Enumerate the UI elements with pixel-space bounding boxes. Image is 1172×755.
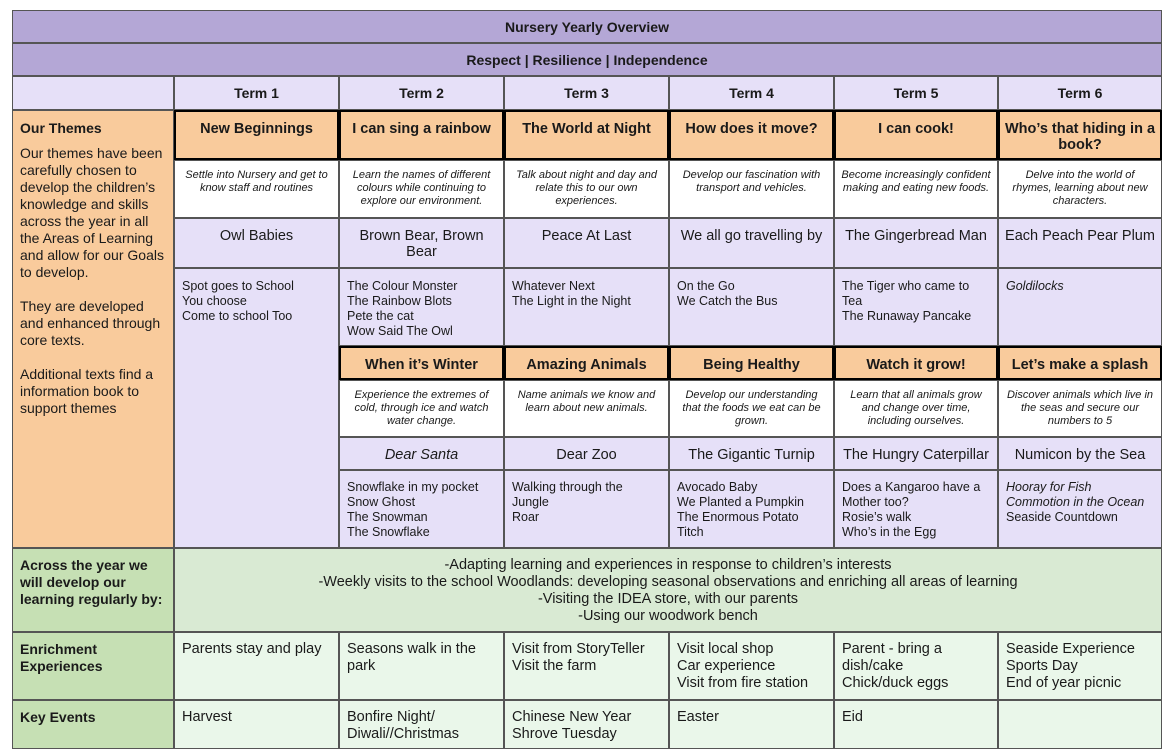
book-title: The Snowman xyxy=(347,510,428,524)
key-events-cell xyxy=(339,700,504,749)
theme-description: Learn the names of different colours while continuing to explore our environment. xyxy=(339,160,504,218)
book-title: You choose xyxy=(182,294,247,308)
book-title: Snow Ghost xyxy=(347,495,416,509)
term-header-5: Term 5 xyxy=(834,76,998,110)
theme-description: Delve into the world of rhymes, learning about new characters. xyxy=(998,160,1162,218)
theme-title: Amazing Animals xyxy=(504,346,669,380)
term-header-4: Term 4 xyxy=(669,76,834,110)
additional-texts xyxy=(504,268,669,346)
book-title: The Tiger who came to Tea xyxy=(842,279,970,308)
page-title: Nursery Yearly Overview xyxy=(12,10,1162,43)
book-title: We Catch the Bus xyxy=(677,294,778,308)
book-title: Pete the cat xyxy=(347,309,414,323)
book-title: We Planted a Pumpkin xyxy=(677,495,804,509)
enrichment-item: Seaside Experience xyxy=(1006,641,1135,657)
enrichment-item: Visit local shop xyxy=(677,641,774,657)
additional-texts xyxy=(174,268,339,548)
additional-texts xyxy=(339,268,504,346)
enrichment-item: Visit from StoryTeller xyxy=(512,641,645,657)
our-themes-panel xyxy=(12,110,174,548)
additional-texts xyxy=(834,268,998,346)
enrichment-item: End of year picnic xyxy=(1006,675,1122,691)
core-text: Brown Bear, Brown Bear xyxy=(339,218,504,268)
across-year-item: -Using our woodwork bench xyxy=(578,608,758,624)
theme-title: Who’s that hiding in a book? xyxy=(998,110,1162,160)
key-events-cell xyxy=(669,700,834,749)
core-text: Owl Babies xyxy=(174,218,339,268)
additional-texts xyxy=(669,268,834,346)
core-text: Peace At Last xyxy=(504,218,669,268)
additional-texts xyxy=(339,470,504,548)
across-year-item: -Adapting learning and experiences in response to children’s interests xyxy=(444,557,892,573)
theme-title: Let’s make a splash xyxy=(998,346,1162,380)
enrichment-item: Seasons walk in the park xyxy=(347,641,476,674)
enrichment-item: Parent - bring a dish/cake xyxy=(842,641,942,674)
key-events-label: Key Events xyxy=(12,700,174,749)
key-event-item: Shrove Tuesday xyxy=(512,726,617,742)
enrichment-item: Car experience xyxy=(677,658,776,674)
book-title: The Colour Monster xyxy=(347,279,458,293)
enrichment-cell xyxy=(174,632,339,700)
values-line: Respect | Resilience | Independence xyxy=(12,43,1162,76)
additional-texts xyxy=(669,470,834,548)
enrichment-cell xyxy=(834,632,998,700)
book-title: Commotion in the Ocean xyxy=(1006,495,1145,509)
core-text: We all go travelling by xyxy=(669,218,834,268)
core-text: The Hungry Caterpillar xyxy=(834,437,998,470)
term-header-2: Term 2 xyxy=(339,76,504,110)
book-title: Goldilocks xyxy=(1006,279,1064,293)
term-header-1: Term 1 xyxy=(174,76,339,110)
book-title: Snowflake in my pocket xyxy=(347,480,479,494)
key-event-item: Chinese New Year xyxy=(512,709,632,725)
theme-description: Experience the extremes of cold, through ice and watch water change. xyxy=(339,380,504,437)
across-year-item: -Visiting the IDEA store, with our parents xyxy=(537,591,799,607)
core-text: The Gingerbread Man xyxy=(834,218,998,268)
book-title: Whatever Next xyxy=(512,279,595,293)
across-year-content xyxy=(174,548,1162,632)
theme-title: How does it move? xyxy=(669,110,834,160)
theme-description: Become increasingly confident making and eating new foods. xyxy=(834,160,998,218)
book-title: The Snowflake xyxy=(347,525,430,539)
theme-description: Discover animals which live in the seas and secure our numbers to 5 xyxy=(998,380,1162,437)
our-themes-title: Our Themes xyxy=(20,120,102,136)
book-title: The Runaway Pancake xyxy=(842,309,972,323)
book-title: Seaside Countdown xyxy=(1006,510,1118,524)
book-title: Come to school Too xyxy=(182,309,293,323)
our-themes-paragraph: They are developed and enhanced through core texts. xyxy=(20,298,161,348)
enrichment-item: Parents stay and play xyxy=(182,641,322,657)
key-events-cell xyxy=(174,700,339,749)
book-title: Rosie’s walk xyxy=(842,510,912,524)
core-text: Dear Santa xyxy=(339,437,504,470)
key-events-cell xyxy=(834,700,998,749)
additional-texts xyxy=(998,470,1162,548)
theme-title: I can sing a rainbow xyxy=(339,110,504,160)
book-title: The Rainbow Blots xyxy=(347,294,452,308)
book-title: Roar xyxy=(512,510,540,524)
theme-title: I can cook! xyxy=(834,110,998,160)
term-header-6: Term 6 xyxy=(998,76,1162,110)
theme-description: Name animals we know and learn about new animals. xyxy=(504,380,669,437)
core-text: Numicon by the Sea xyxy=(998,437,1162,470)
additional-texts xyxy=(834,470,998,548)
theme-description: Settle into Nursery and get to know staff and routines xyxy=(174,160,339,218)
key-events-cell xyxy=(998,700,1162,749)
core-text: The Gigantic Turnip xyxy=(669,437,834,470)
theme-title: New Beginnings xyxy=(174,110,339,160)
across-year-item: -Weekly visits to the school Woodlands: developing seasonal observations and enriching all areas of learning xyxy=(318,574,1018,590)
term-header-3: Term 3 xyxy=(504,76,669,110)
enrichment-item: Visit from fire station xyxy=(677,675,809,691)
book-title: Avocado Baby xyxy=(677,480,758,494)
key-event-item: Harvest xyxy=(182,709,232,725)
corner-cell xyxy=(12,76,174,110)
enrichment-cell xyxy=(998,632,1162,700)
book-title: Who’s in the Egg xyxy=(842,525,937,539)
theme-description: Develop our fascination with transport and vehicles. xyxy=(669,160,834,218)
additional-texts xyxy=(504,470,669,548)
additional-texts xyxy=(998,268,1162,346)
core-text: Each Peach Pear Plum xyxy=(998,218,1162,268)
enrichment-item: Chick/duck eggs xyxy=(842,675,949,691)
core-text: Dear Zoo xyxy=(504,437,669,470)
theme-description: Talk about night and day and relate this to our own experiences. xyxy=(504,160,669,218)
theme-title: Watch it grow! xyxy=(834,346,998,380)
theme-title: The World at Night xyxy=(504,110,669,160)
key-event-item: Bonfire Night/ Diwali//Christmas xyxy=(347,709,459,742)
book-title: The Light in the Night xyxy=(512,294,631,308)
enrichment-item: Visit the farm xyxy=(512,658,597,674)
across-year-label: Across the year we will develop our learning regularly by: xyxy=(12,548,174,632)
book-title: Spot goes to School xyxy=(182,279,294,293)
enrichment-cell xyxy=(669,632,834,700)
key-event-item: Eid xyxy=(842,709,863,725)
book-title: Hooray for Fish xyxy=(1006,480,1092,494)
enrichment-cell xyxy=(504,632,669,700)
book-title: Titch xyxy=(677,525,704,539)
book-title: The Enormous Potato xyxy=(677,510,799,524)
theme-title: When it’s Winter xyxy=(339,346,504,380)
enrichment-cell xyxy=(339,632,504,700)
theme-title: Being Healthy xyxy=(669,346,834,380)
theme-description: Learn that all animals grow and change over time, including ourselves. xyxy=(834,380,998,437)
our-themes-paragraph: Our themes have been carefully chosen to develop the children’s knowledge and skills across the year in all the Areas of Learning and allow for our Goals to develop. xyxy=(20,145,164,280)
book-title: Walking through the Jungle xyxy=(512,480,623,509)
key-events-cell xyxy=(504,700,669,749)
theme-description: Develop our understanding that the foods we eat can be grown. xyxy=(669,380,834,437)
book-title: On the Go xyxy=(677,279,735,293)
enrichment-label: Enrichment Experiences xyxy=(12,632,174,700)
our-themes-paragraph: Additional texts find a information book to support themes xyxy=(20,366,154,416)
book-title: Does a Kangaroo have a Mother too? xyxy=(842,480,981,509)
key-event-item: Easter xyxy=(677,709,719,725)
book-title: Wow Said The Owl xyxy=(347,324,453,338)
enrichment-item: Sports Day xyxy=(1006,658,1078,674)
